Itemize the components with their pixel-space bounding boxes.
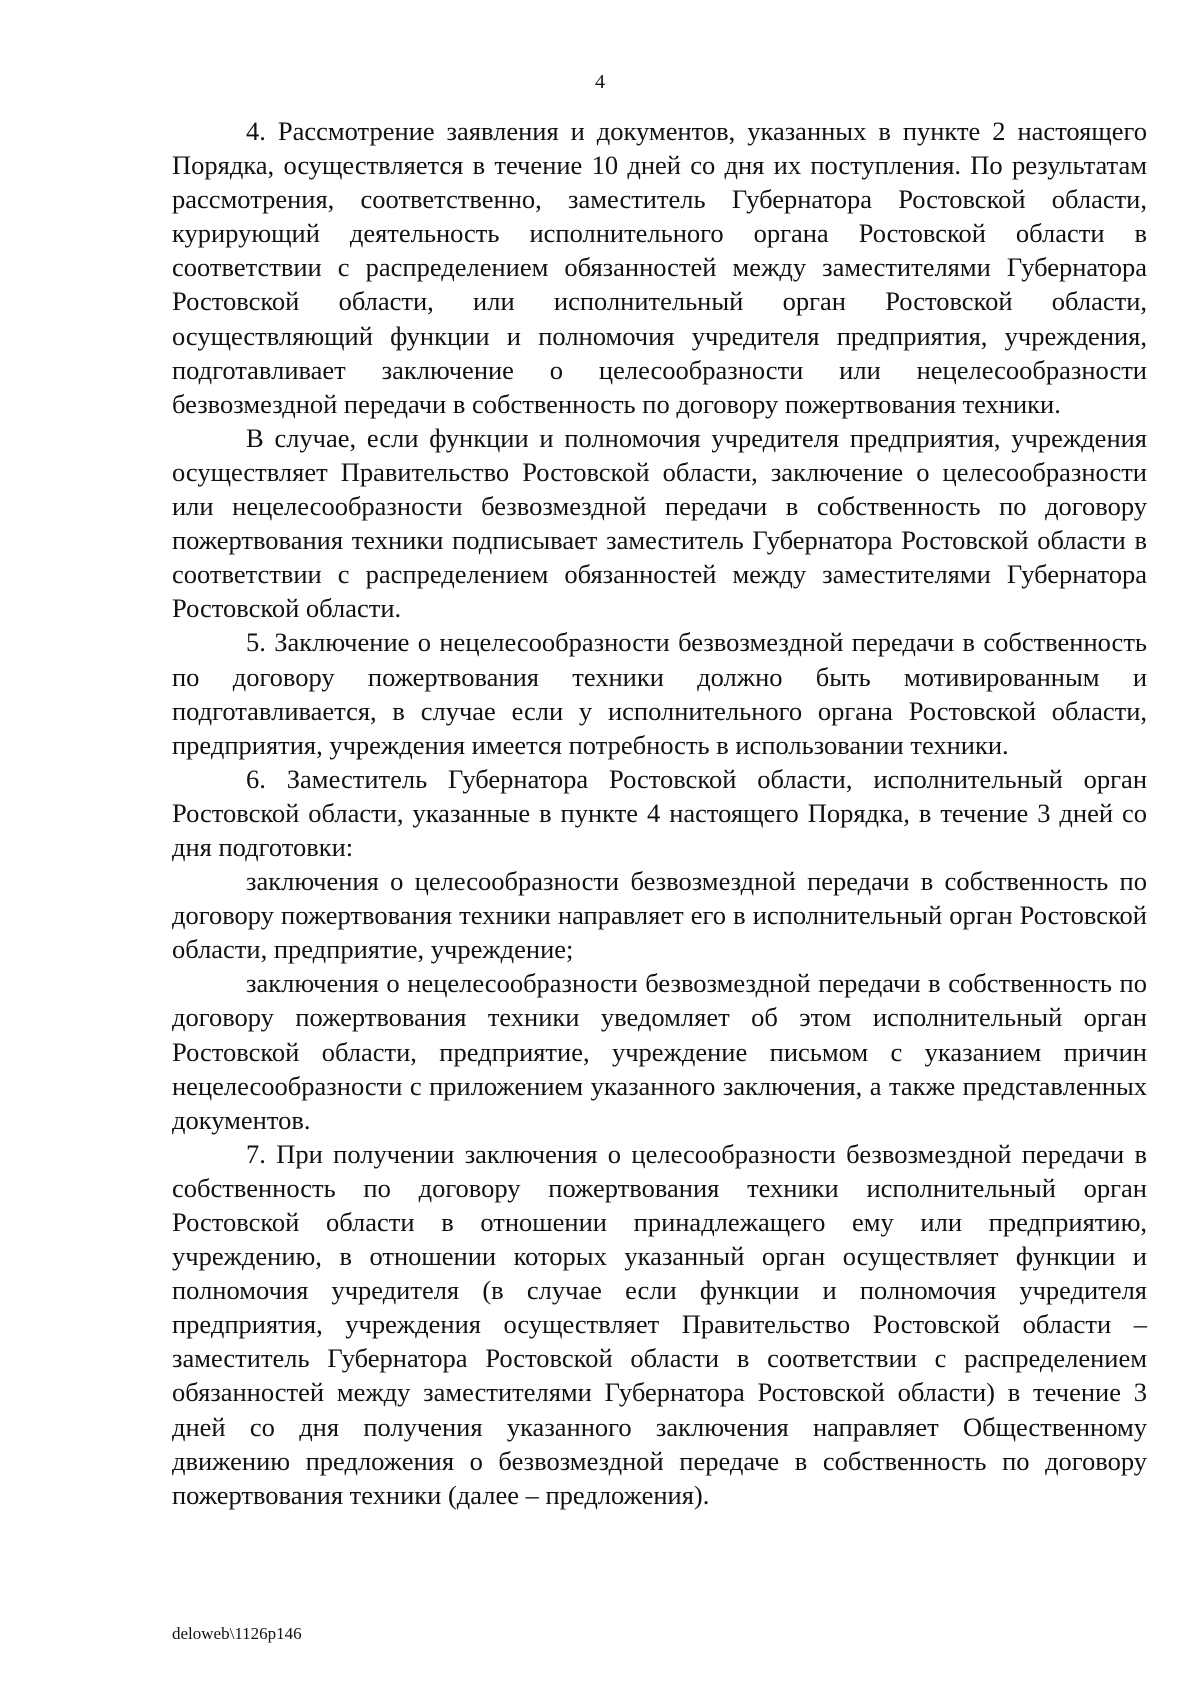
paragraph-positive-conclusion: заключения о целесообразности безвозмездной передачи в собственность по договору пожертвования техники направляет его в исполнительный орган Ростовской области, предприятие, учреждение;: [172, 866, 1147, 965]
paragraph-item-6: 6. Заместитель Губернатора Ростовской области, исполнительный орган Ростовской области, указанные в пункте 4 настоящего Порядка, в течение 3 дней со дня подготовки:: [172, 763, 1147, 862]
document-body: [172, 114, 1147, 1512]
paragraph-item-5: 5. Заключение о нецелесообразности безвозмездной передачи в собственность по договору пожертвования техники должно быть мотивированным и подготавливается, в случае если у исполнительного органа Ростовской области, предприятия, учреждения имеется потребность в использовании техники.: [172, 627, 1147, 760]
paragraph-item-7: 7. При получении заключения о целесообразности безвозмездной передачи в собственность по договору пожертвования техники исполнительный орган Ростовской области в отношении принадлежащего ему или предприятию, учреждению, в отношении которых указанный орган осуществляет функции и полномочия учредителя (в случае если функции и полномочия учредителя предприятия, учреждения осуществляет Правительство Ростовской области – заместитель Губернатора Ростовской области в соответствии с распределением обязанностей между заместителями Губернатора Ростовской области) в течение 3 дней со дня получения указанного заключения направляет Общественному движению предложения о безвозмездной передаче в собственность по договору пожертвования техники (далее – предложения).: [172, 1138, 1147, 1510]
paragraph-item-4: 4. Рассмотрение заявления и документов, указанных в пункте 2 настоящего Порядка, осуществляется в течение 10 дней со дня их поступления. По результатам рассмотрения, соответственно, заместитель Губернатора Ростовской области, курирующий деятельность исполнительного органа Ростовской области в соответствии с распределением обязанностей между заместителями Губернатора Ростовской области, или исполнительный орган Ростовской области, осуществляющий функции и полномочия учредителя предприятия, учреждения, подготавливает заключение о целесообразности или нецелесообразности безвозмездной передачи в собственность по договору пожертвования техники.: [172, 116, 1147, 419]
paragraph-government-case: В случае, если функции и полномочия учредителя предприятия, учреждения осуществляет Правительство Ростовской области, заключение о целесообразности или нецелесообразности безвозмездной передачи в собственность по договору пожертвования техники подписывает заместитель Губернатора Ростовской области в соответствии с распределением обязанностей между заместителями Губернатора Ростовской области.: [172, 422, 1147, 624]
page-number: 4: [595, 71, 605, 93]
document-code: deloweb\1126p146: [172, 1624, 302, 1643]
paragraph-negative-conclusion: заключения о нецелесообразности безвозмездной передачи в собственность по договору пожертвования техники уведомляет об этом исполнительный орган Ростовской области, предприятие, учреждение письмом с указанием причин нецелесообразности с приложением указанного заключения, а также представленных документов.: [172, 968, 1147, 1135]
